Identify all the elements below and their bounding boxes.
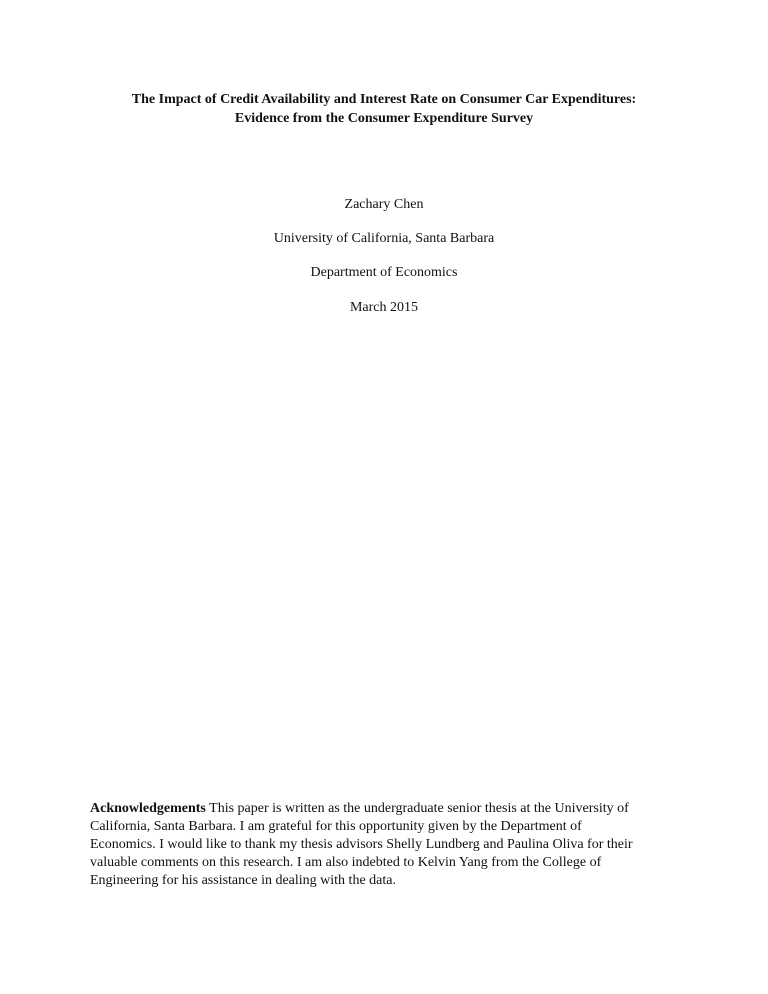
- department-name: Department of Economics: [310, 265, 458, 280]
- title-line-1: The Impact of Credit Availability and Interest Rate on Consumer Car Expenditures:: [131, 92, 637, 107]
- author-name: Zachary Chen: [344, 197, 424, 212]
- acknowledgements-heading: Acknowledgements: [90, 801, 206, 816]
- ack-line-5: Engineering for his assistance in dealing with the data.: [90, 873, 396, 888]
- ack-line-1: [90, 800, 690, 818]
- acknowledgements-section: [90, 800, 690, 890]
- title-line-2: Evidence from the Consumer Expenditure Survey: [234, 111, 534, 126]
- ack-line-4: valuable comments on this research. I am also indebted to Kelvin Yang from the College of: [90, 855, 602, 870]
- ack-line-2: California, Santa Barbara. I am grateful for this opportunity given by the Department of: [90, 819, 582, 834]
- publication-date: March 2015: [349, 300, 419, 315]
- ack-line-3: Economics. I would like to thank my thesis advisors Shelly Lundberg and Paulina Oliva for their: [90, 837, 633, 852]
- ack-line-1-text: This paper is written as the undergraduate senior thesis at the University of: [205, 801, 629, 816]
- university-name: University of California, Santa Barbara: [273, 231, 495, 246]
- paper-title: [0, 90, 768, 128]
